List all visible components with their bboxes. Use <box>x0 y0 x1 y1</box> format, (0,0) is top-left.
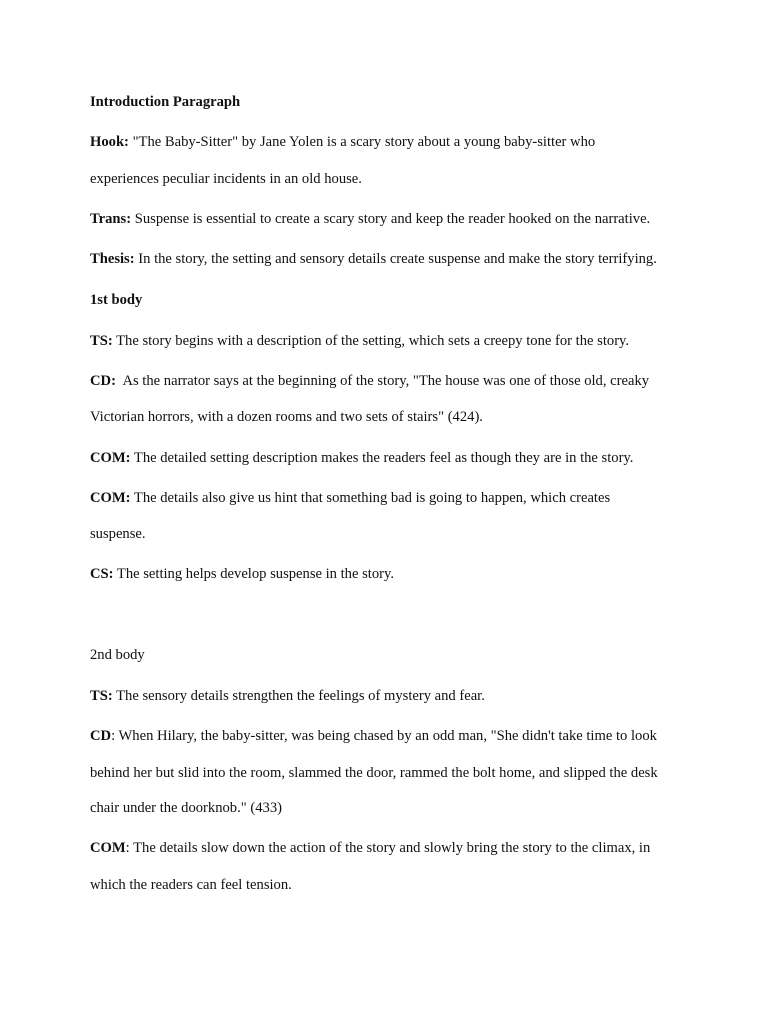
body1-ts-label: TS: <box>90 333 113 349</box>
body1-cs-label: CS: <box>90 566 114 582</box>
body2-ts-label: TS: <box>90 688 113 704</box>
body1-com1-text: The detailed setting description makes the readers feel as though they are in the story. <box>130 450 634 466</box>
body1-cd-line-2: Victorian horrors, with a dozen rooms and two sets of stairs" (424). <box>90 409 483 425</box>
hook-label: Hook: <box>90 134 129 150</box>
body2-cd-text-1: : When Hilary, the baby-sitter, was being chased by an odd man, "She didn't take time to look <box>111 728 657 744</box>
body2-com-line-1 <box>90 839 650 857</box>
body2-ts-text: The sensory details strengthen the feelings of mystery and fear. <box>112 688 485 704</box>
body1-ts-line <box>90 332 629 350</box>
body1-cd-text-1: As the narrator says at the beginning of the story, "The house was one of those old, creaky <box>115 373 650 389</box>
hook-line-2: experiences peculiar incidents in an old house. <box>90 171 362 187</box>
document-page <box>90 0 690 1024</box>
body2-cd-line-3: chair under the doorknob." (433) <box>90 800 282 816</box>
body2-cd-line-1 <box>90 727 657 745</box>
body2-ts-line <box>90 687 485 705</box>
body1-com2-text-1: The details also give us hint that something bad is going to happen, which creates <box>130 490 611 506</box>
body2-com-text-1: : The details slow down the action of the story and slowly bring the story to the climax, in <box>125 840 651 856</box>
body2-com-label: COM <box>90 840 126 856</box>
body2-cd-label: CD <box>90 728 112 744</box>
body1-com1-line <box>90 449 633 467</box>
body1-cs-text: The setting helps develop suspense in the story. <box>113 566 394 582</box>
body1-com2-label: COM: <box>90 490 131 506</box>
body1-ts-text: The story begins with a description of the setting, which sets a creepy tone for the story. <box>112 333 630 349</box>
thesis-label: Thesis: <box>90 251 135 267</box>
body1-cd-label: CD: <box>90 373 116 389</box>
body2-com-line-2: which the readers can feel tension. <box>90 877 292 893</box>
body2-heading: 2nd body <box>90 647 145 663</box>
trans-line <box>90 210 650 228</box>
body2-cd-line-2: behind her but slid into the room, slammed the door, rammed the bolt home, and slipped the desk <box>90 765 658 781</box>
thesis-text: In the story, the setting and sensory details create suspense and make the story terrifying. <box>134 251 657 267</box>
trans-text: Suspense is essential to create a scary story and keep the reader hooked on the narrative. <box>131 211 651 227</box>
body1-com2-line-1 <box>90 489 610 507</box>
trans-label: Trans: <box>90 211 132 227</box>
body1-cd-line-1 <box>90 372 649 390</box>
body1-com1-label: COM: <box>90 450 131 466</box>
hook-text-1: "The Baby-Sitter" by Jane Yolen is a scary story about a young baby-sitter who <box>128 134 596 150</box>
intro-heading: Introduction Paragraph <box>90 94 241 110</box>
hook-line-1 <box>90 133 595 151</box>
body1-cs-line <box>90 565 394 583</box>
body1-com2-line-2: suspense. <box>90 526 146 542</box>
thesis-line <box>90 250 657 268</box>
body1-heading: 1st body <box>90 292 143 308</box>
